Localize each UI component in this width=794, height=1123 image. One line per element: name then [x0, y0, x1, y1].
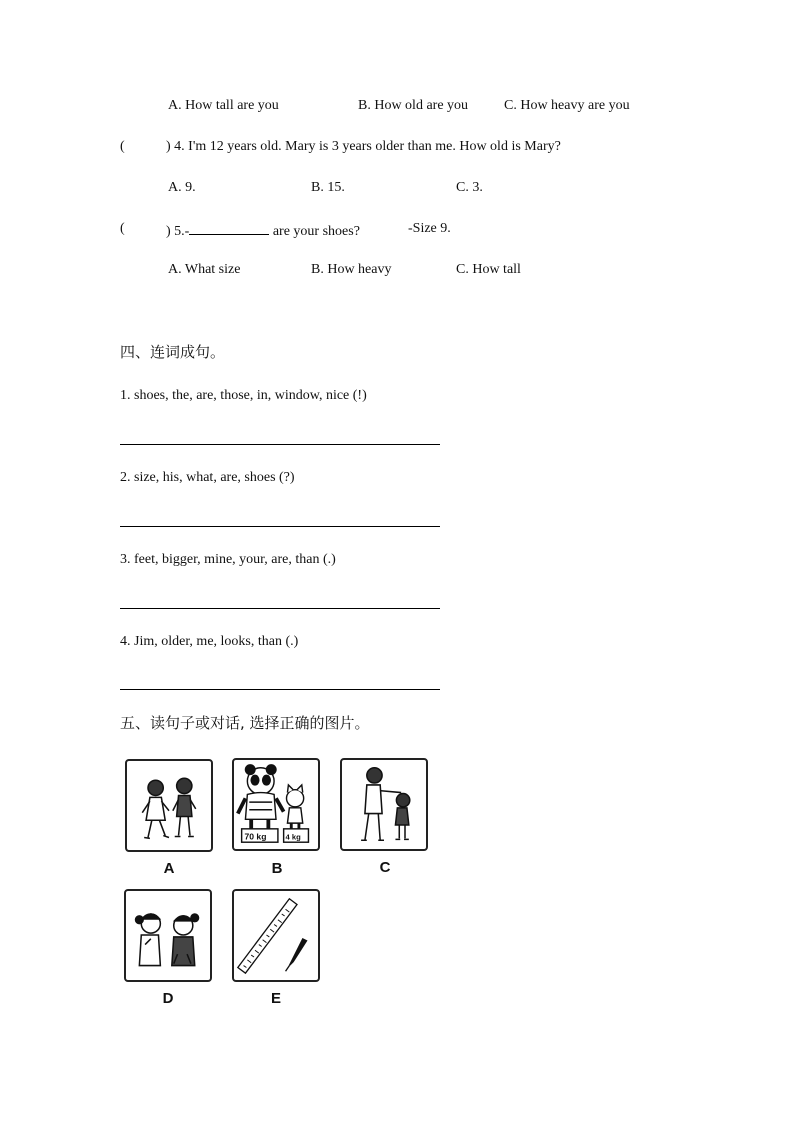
section4-title: 四、连词成句。	[120, 343, 226, 361]
q5-option-a: A. What size	[168, 262, 241, 277]
answer-line-1	[120, 444, 440, 445]
q5-answer: -Size 9.	[408, 221, 451, 236]
q4-option-a: A. 9.	[168, 180, 196, 195]
q4-option-b: B. 15.	[311, 180, 345, 195]
section4-item-4: 4. Jim, older, me, looks, than (.)	[120, 634, 299, 649]
q3-option-a: A. How tall are you	[168, 98, 279, 113]
q3-option-c: C. How heavy are you	[504, 98, 630, 113]
q4-option-c: C. 3.	[456, 180, 483, 195]
q4-answer-paren: (	[120, 139, 125, 154]
two-girls-talking-icon	[126, 891, 210, 980]
q5-stem	[166, 220, 360, 241]
picture-d-label: D	[162, 990, 174, 1007]
q4-stem: ) 4. I'm 12 years old. Mary is 3 years older than me. How old is Mary?	[166, 139, 561, 154]
picture-a-label: A	[163, 860, 175, 877]
picture-e	[232, 889, 320, 982]
q5-stem-start: ) 5.-	[166, 224, 190, 239]
section4-item-2: 2. size, his, what, are, shoes (?)	[120, 470, 295, 485]
picture-d	[124, 889, 212, 982]
answer-line-4	[120, 689, 440, 690]
answer-line-2	[120, 526, 440, 527]
answer-line-3	[120, 608, 440, 609]
picture-b-label: B	[271, 860, 283, 877]
scale-b-left-label: 70 kg	[244, 831, 267, 842]
picture-a	[125, 759, 213, 852]
q5-answer-paren: (	[120, 221, 125, 236]
scale-b-right-label: 4 kg	[285, 832, 301, 842]
q5-stem-end: are your shoes?	[269, 224, 360, 239]
picture-e-label: E	[270, 990, 281, 1007]
picture-b	[232, 758, 320, 851]
adult-measuring-child-height-icon	[342, 760, 426, 849]
picture-c-label: C	[379, 859, 391, 876]
q5-option-c: C. How tall	[456, 262, 521, 277]
q5-option-b: B. How heavy	[311, 262, 392, 277]
section4-item-1: 1. shoes, the, are, those, in, window, nice (!)	[120, 388, 367, 403]
two-children-icon	[127, 761, 211, 850]
section4-item-3: 3. feet, bigger, mine, your, are, than (.)	[120, 552, 336, 567]
q3-option-b: B. How old are you	[358, 98, 469, 113]
picture-c	[340, 758, 428, 851]
ruler-and-pen-icon	[234, 891, 318, 980]
q5-blank	[189, 220, 269, 235]
section5-title: 五、读句子或对话, 选择正确的图片。	[120, 714, 370, 732]
panda-and-cat-on-scales-icon	[234, 760, 318, 849]
